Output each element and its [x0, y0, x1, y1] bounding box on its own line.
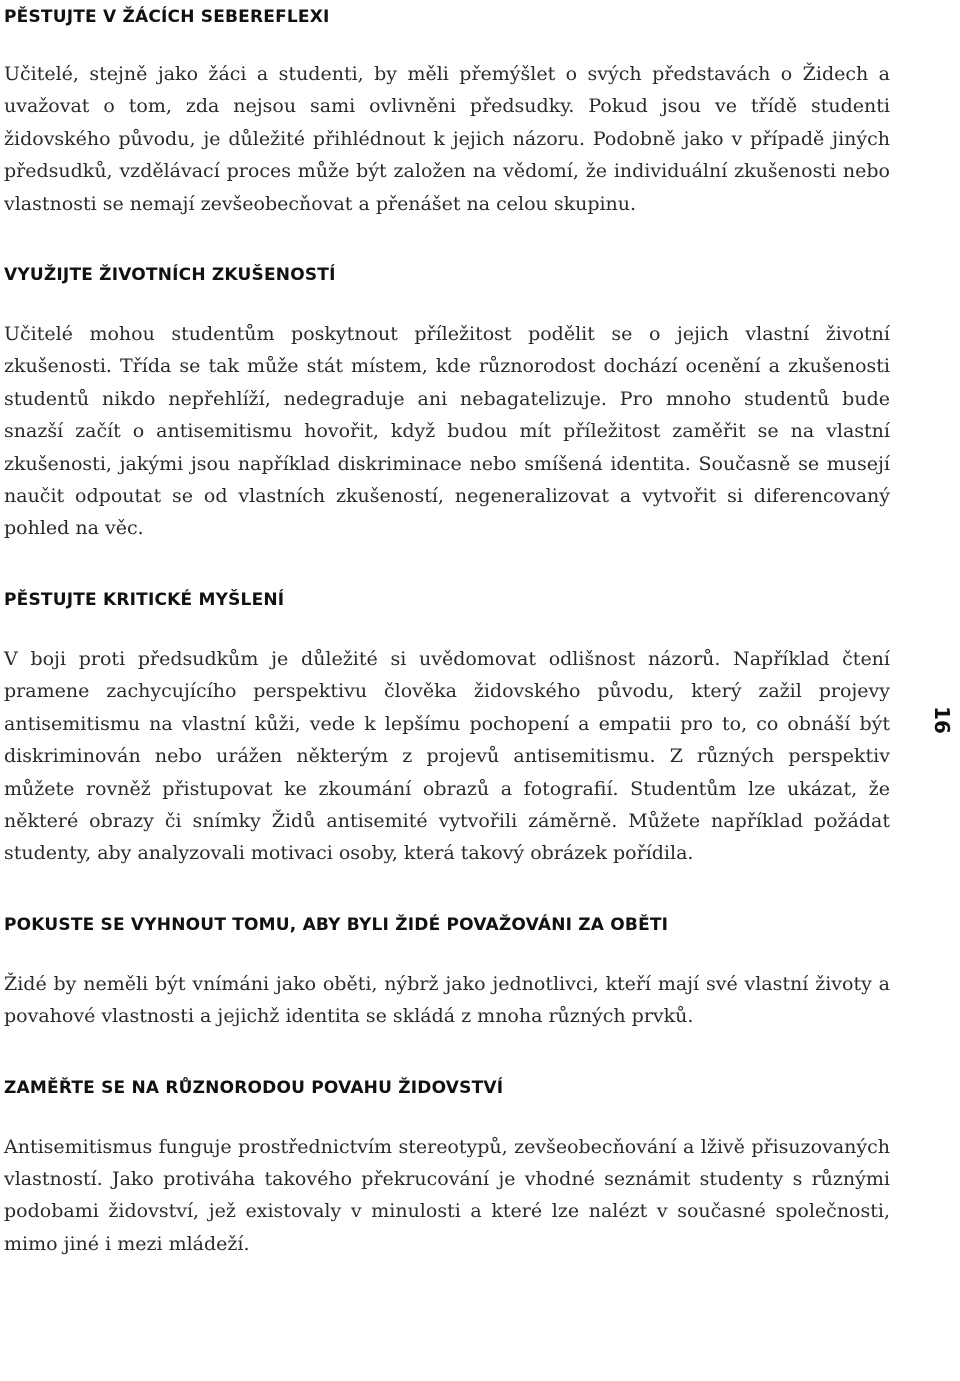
document-body: [4, 0, 890, 1260]
section-heading-diversity-judaism: ZAMĚŘTE SE NA RŮZNORODOU POVAHU ŽIDOVSTVÍ: [4, 1077, 504, 1098]
section-heading-not-victims: POKUSTE SE VYHNOUT TOMU, ABY BYLI ŽIDÉ POVAŽOVÁNI ZA OBĚTI: [4, 914, 669, 935]
section-heading-life-experience: VYUŽIJTE ŽIVOTNÍCH ZKUŠENOSTÍ: [4, 265, 336, 286]
page-number: 16: [930, 706, 954, 734]
section-paragraph-not-victims: Židé by neměli být vnímáni jako oběti, nýbrž jako jednotlivci, kteří mají své vlastní životy a povahové vlastnosti a jejichž identita se skládá z mnoha různých prvků.: [4, 972, 890, 1028]
section-paragraph-life-experience: Učitelé mohou studentům poskytnout příležitost podělit se o jejich vlastní životní zkušenosti. Třída se tak může stát místem, kde různorodost dochází ocenění a zkušenosti studentů nikdo nepřehlíží, nedegraduje ani nebagatelizuje. Pro mnoho studentů bude snazší začít o antisemitismu hovořit, když budou mít příležitost zaměřit se na vlastní zkušenosti, jakými jsou například diskriminace nebo smíšená identita. Současně se musejí naučit odpoutat se od vlastních zkušeností, negeneralizovat a vytvořit si diferencovaný pohled na věc.: [4, 323, 890, 540]
section-paragraph-diversity-judaism: Antisemitismus funguje prostřednictvím stereotypů, zevšeobecňování a lživě přisuzovaných vlastností. Jako protiváha takového překrucování je vhodné seznámit studenty s různými podobami židovství, jež existovaly v minulosti a které lze nalézt v současné společnosti, mimo jiné i mezi mládeží.: [4, 1135, 890, 1255]
section-paragraph-self-reflection: Učitelé, stejně jako žáci a studenti, by měli přemýšlet o svých představách o Židech a uvažovat o tom, zda nejsou sami ovlivněni předsudky. Pokud jsou ve třídě studenti židovského původu, je důležité přihlédnout k jejich názoru. Podobně jako v případě jiných předsudků, vzdělávací proces může být založen na vědomí, že individuální zkušenosti nebo vlastnosti se nemají zevšeobecňovat a přenášet na celou skupinu.: [4, 63, 890, 215]
section-heading-critical-thinking: PĚSTUJTE KRITICKÉ MYŠLENÍ: [4, 589, 285, 610]
section-heading-self-reflection: PĚSTUJTE V ŽÁCÍCH SEBEREFLEXI: [4, 7, 330, 27]
section-paragraph-critical-thinking: V boji proti předsudkům je důležité si uvědomovat odlišnost názorů. Například čtení pramene zachycujícího perspektivu člověka židovského původu, který zažil projevy antisemitismu na vlastní kůži, vede k lepšímu pochopení a empatii pro to, co obnáší být diskriminován nebo urážen některým z projevů antisemitismu. Z různých perspektiv můžete rovněž přistupovat ke zkoumání obrazů a fotografií. Studentům lze ukázat, že některé obrazy či snímky Židů antisemité vytvořili záměrně. Můžete například požádat studenty, aby analyzovali motivaci osoby, která takový obrázek pořídila.: [4, 647, 890, 865]
